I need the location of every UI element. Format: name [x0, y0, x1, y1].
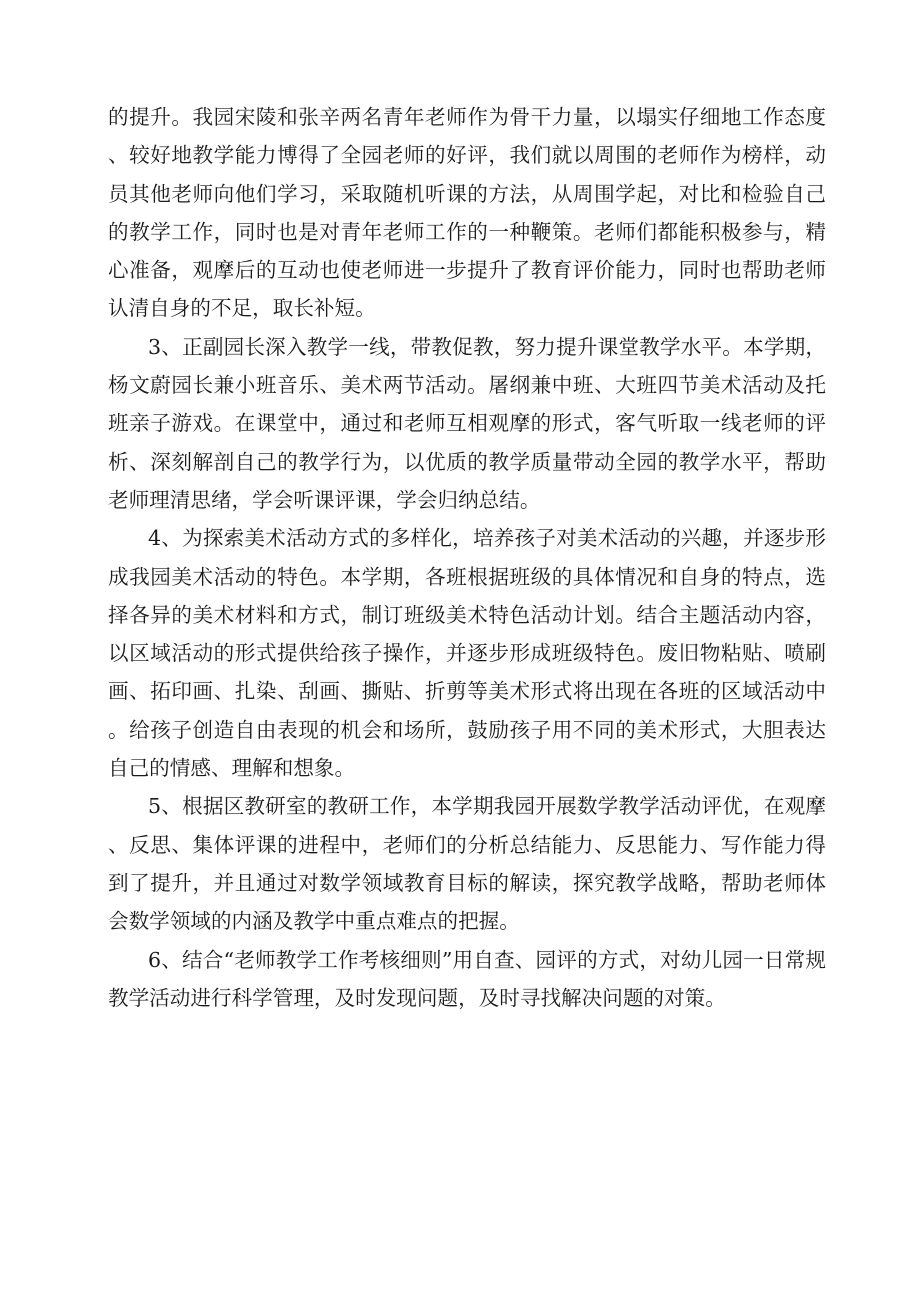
document-body	[108, 98, 826, 1017]
paragraph-item-5: 5、根据区教研室的教研工作，本学期我园开展数学教学活动评优，在观摩、反思、集体评课的进程中，老师们的分析总结能力、反思能力、写作能力得到了提升，并且通过对数学领域教育目标的解读，探究教学战略，帮助老师体会数学领域的内涵及教学中重点难点的把握。	[108, 794, 826, 934]
paragraph-item-3: 3、正副园长深入教学一线，带教促教，努力提升课堂教学水平。本学期，杨文蔚园长兼小班音乐、美术两节活动。屠纲兼中班、大班四节美术活动及托班亲子游戏。在课堂中，通过和老师互相观摩的形式，客气听取一线老师的评析、深刻解剖自己的教学行为，以优质的教学质量带动全园的教学水平，帮助老师理清思绪，学会听课评课，学会归纳总结。	[108, 334, 826, 512]
paragraph-continuation: 的提升。我园宋陵和张辛两名青年老师作为骨干力量，以塌实仔细地工作态度、较好地教学能力博得了全园老师的好评，我们就以周围的老师作为榜样，动员其他老师向他们学习，采取随机听课的方法，从周围学起，对比和检验自己的教学工作，同时也是对青年老师工作的一种鞭策。老师们都能积极参与，精心准备，观摩后的互动也使老师进一步提升了教育评价能力，同时也帮助老师认清自身的不足，取长补短。	[108, 105, 826, 321]
paragraph-item-4: 4、为探索美术活动方式的多样化，培养孩子对美术活动的兴趣，并逐步形成我园美术活动的特色。本学期，各班根据班级的具体情况和自身的特点，选择各异的美术材料和方式，制订班级美术特色活动计划。结合主题活动内容，以区域活动的形式提供给孩子操作，并逐步形成班级特色。废旧物粘贴、喷刷画、拓印画、扎染、刮画、撕贴、折剪等美术形式将出现在各班的区域活动中。给孩子创造自由表现的机会和场所，鼓励孩子用不同的美术形式，大胆表达自己的情感、理解和想象。	[108, 526, 826, 781]
paragraph-item-6: 6、结合“老师教学工作考核细则”用自查、园评的方式，对幼儿园一日常规教学活动进行科学管理，及时发现问题，及时寻找解决问题的对策。	[108, 947, 826, 1010]
